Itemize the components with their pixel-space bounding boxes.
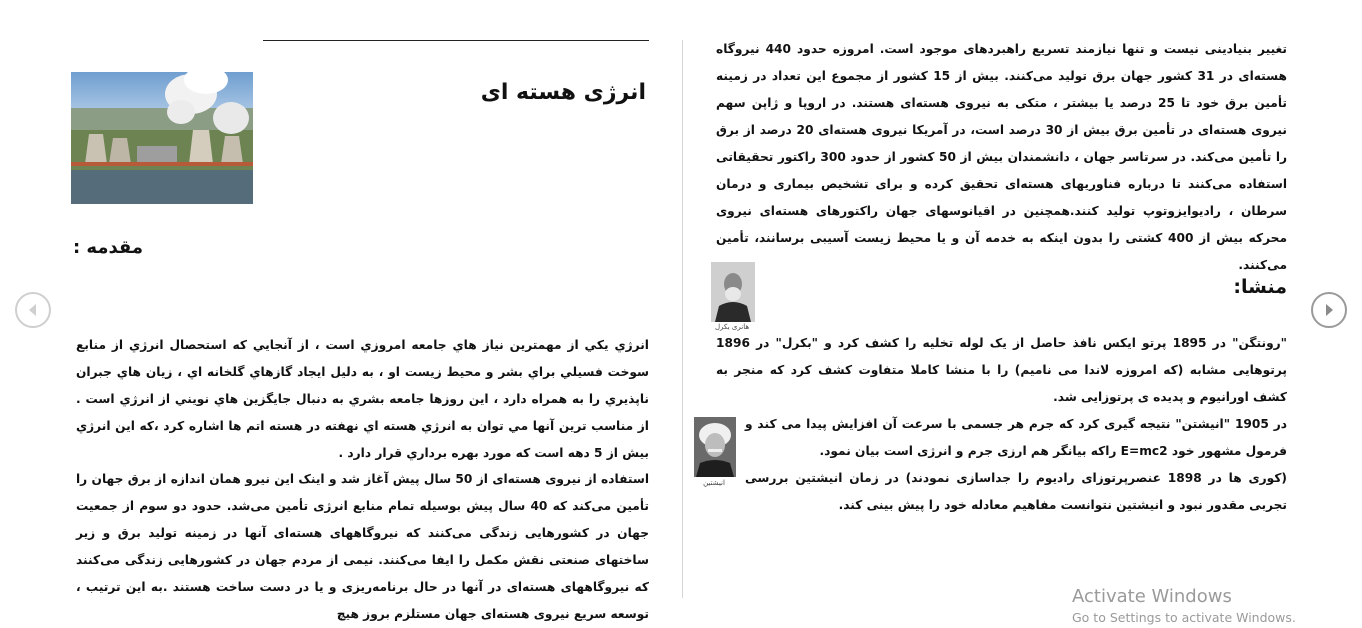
origin-paragraph-1: "رونتگن" در 1895 پرتو ایکس نافذ حاصل از یک لوله تخلیه را کشف کرد و "بکرل" در 1896 پرتوهایی مشابه (که امروزه لاندا می نامیم) را با منشا کاملا متفاوت کشف کرد که منجر به کشف اورانیوم و پدیده ی پرتوزایی شد. [716,336,1288,404]
nuclear-plant-photo [71,72,253,204]
previous-page-button[interactable] [15,292,51,328]
intro-heading: مقدمه : [72,237,143,258]
origin-heading: منشا: [1233,276,1287,298]
origin-paragraph-2: در 1905 "انیشتن" نتیجه گیری کرد که جرم هر جسمی با سرعت آن افزایش پیدا می کند و فرمول مشهور خود E=mc2 راکه بیانگر هم ارزی جرم و انرژی است بیان نمود. [745,417,1287,458]
history-paragraph: استفاده از نیروی هسته‌ای از 50 سال پیش آغاز شد و اینک این نیرو همان اندازه از برق جهان را تأمین می‌کند که 40 سال پیش بوسیله تمام منابع انرژی تأمین می‌شد. حدود دو سوم از جمعیت جهان در کشورهایی زندگی می‌کنند که نیروگاههای هسته‌ای آنها در زمینه تولید برق و زیر ساختهای صنعتی نقش مکمل را ایفا می‌کنند. نیمی از مردم جهان در کشورهایی زندگی می‌کنند که نیروگاههای هسته‌ای در آنها در حال برنامه‌ریزی و یا در دست ساخت هستند .به این ترتیب ، توسعه سریع نیروی هسته‌ای جهان مستلزم بروز هیچ [76,472,650,621]
intro-paragraph: انرژي يكي از مهمترين نياز هاي جامعه امروزي است ، از آنجايي كه استحصال انرژي از منابع سوخت فسيلي براي بشر و محيط زيست او ، به دليل ايجاد گازهاي گلخانه اي ، زيان هاي جبران ناپذيري را به همراه دارد ، اين روزها جامعه بشري به دنبال جايگزين هاي نويني از انرژي است . از مناسب ترين آنها مي توان به انرژي هسته اي نهفته در هسته اتم ها اشاره كرد ،كه اين انرژي بيش از 5 دهه است كه مورد بهره برداري قرار دارد . [76,338,649,460]
becquerel-caption: هانری بکرل [714,323,750,331]
watermark-title: Activate Windows [1072,586,1232,607]
header-rule [263,40,649,41]
next-page-button[interactable] [1311,292,1347,328]
chevron-right-icon [1322,303,1336,317]
einstein-caption: انیشتین [703,479,725,487]
page-title: انرژی هسته ای [480,80,646,105]
continuation-paragraph: تغییر بنیادینی نیست و تنها نیازمند تسریع راهبردهای موجود است. امروزه حدود 440 نیروگاه هسته‌ای در 31 کشور جهان برق تولید می‌کنند. بیش از 15 کشور از مجموع این تعداد در زمینه تأمین برق خود تا 25 درصد یا بیشتر ، متکی به نیروی هسته‌ای هستند. در اروپا و ژاپن سهم نیروی هسته‌ای در تأمین برق بیش از 30 درصد است، در آمریکا نیروی هسته‌ای 20 درصد از برق را تأمین می‌کند. در سرتاسر جهان ، دانشمندان بیش از 50 کشور از حدود 300 راکتور تحقیقاتی استفاده می‌کنند تا درباره فناوریهای هسته‌ای تحقیق کرده و برای تشخیص بیماری و درمان سرطان ، رادیوایزوتوپ تولید کنند.همچنین در اقیانوسهای جهان راکتورهای هسته‌ای نیروی محرکه بیش از 400 کشتی را بدون اینکه به خدمه آن و یا محیط زیست آسیبی برسانند، تأمین می‌کنند. [716,42,1288,272]
activation-watermark [1072,586,1296,625]
einstein-portrait [694,417,736,477]
watermark-subtitle: Go to Settings to activate Windows. [1072,610,1296,625]
origin-paragraph-3: (کوری ها در 1898 عنصرپرتوزای رادیوم را جداسازی نمودند) در زمان انیشتین بررسی تجربی مقدور نبود و انیشتین نتوانست مفاهیم معادله خود را پیش بینی کند. [745,471,1287,512]
chevron-left-icon [26,303,40,317]
page-divider [682,40,683,598]
becquerel-portrait [711,262,755,322]
